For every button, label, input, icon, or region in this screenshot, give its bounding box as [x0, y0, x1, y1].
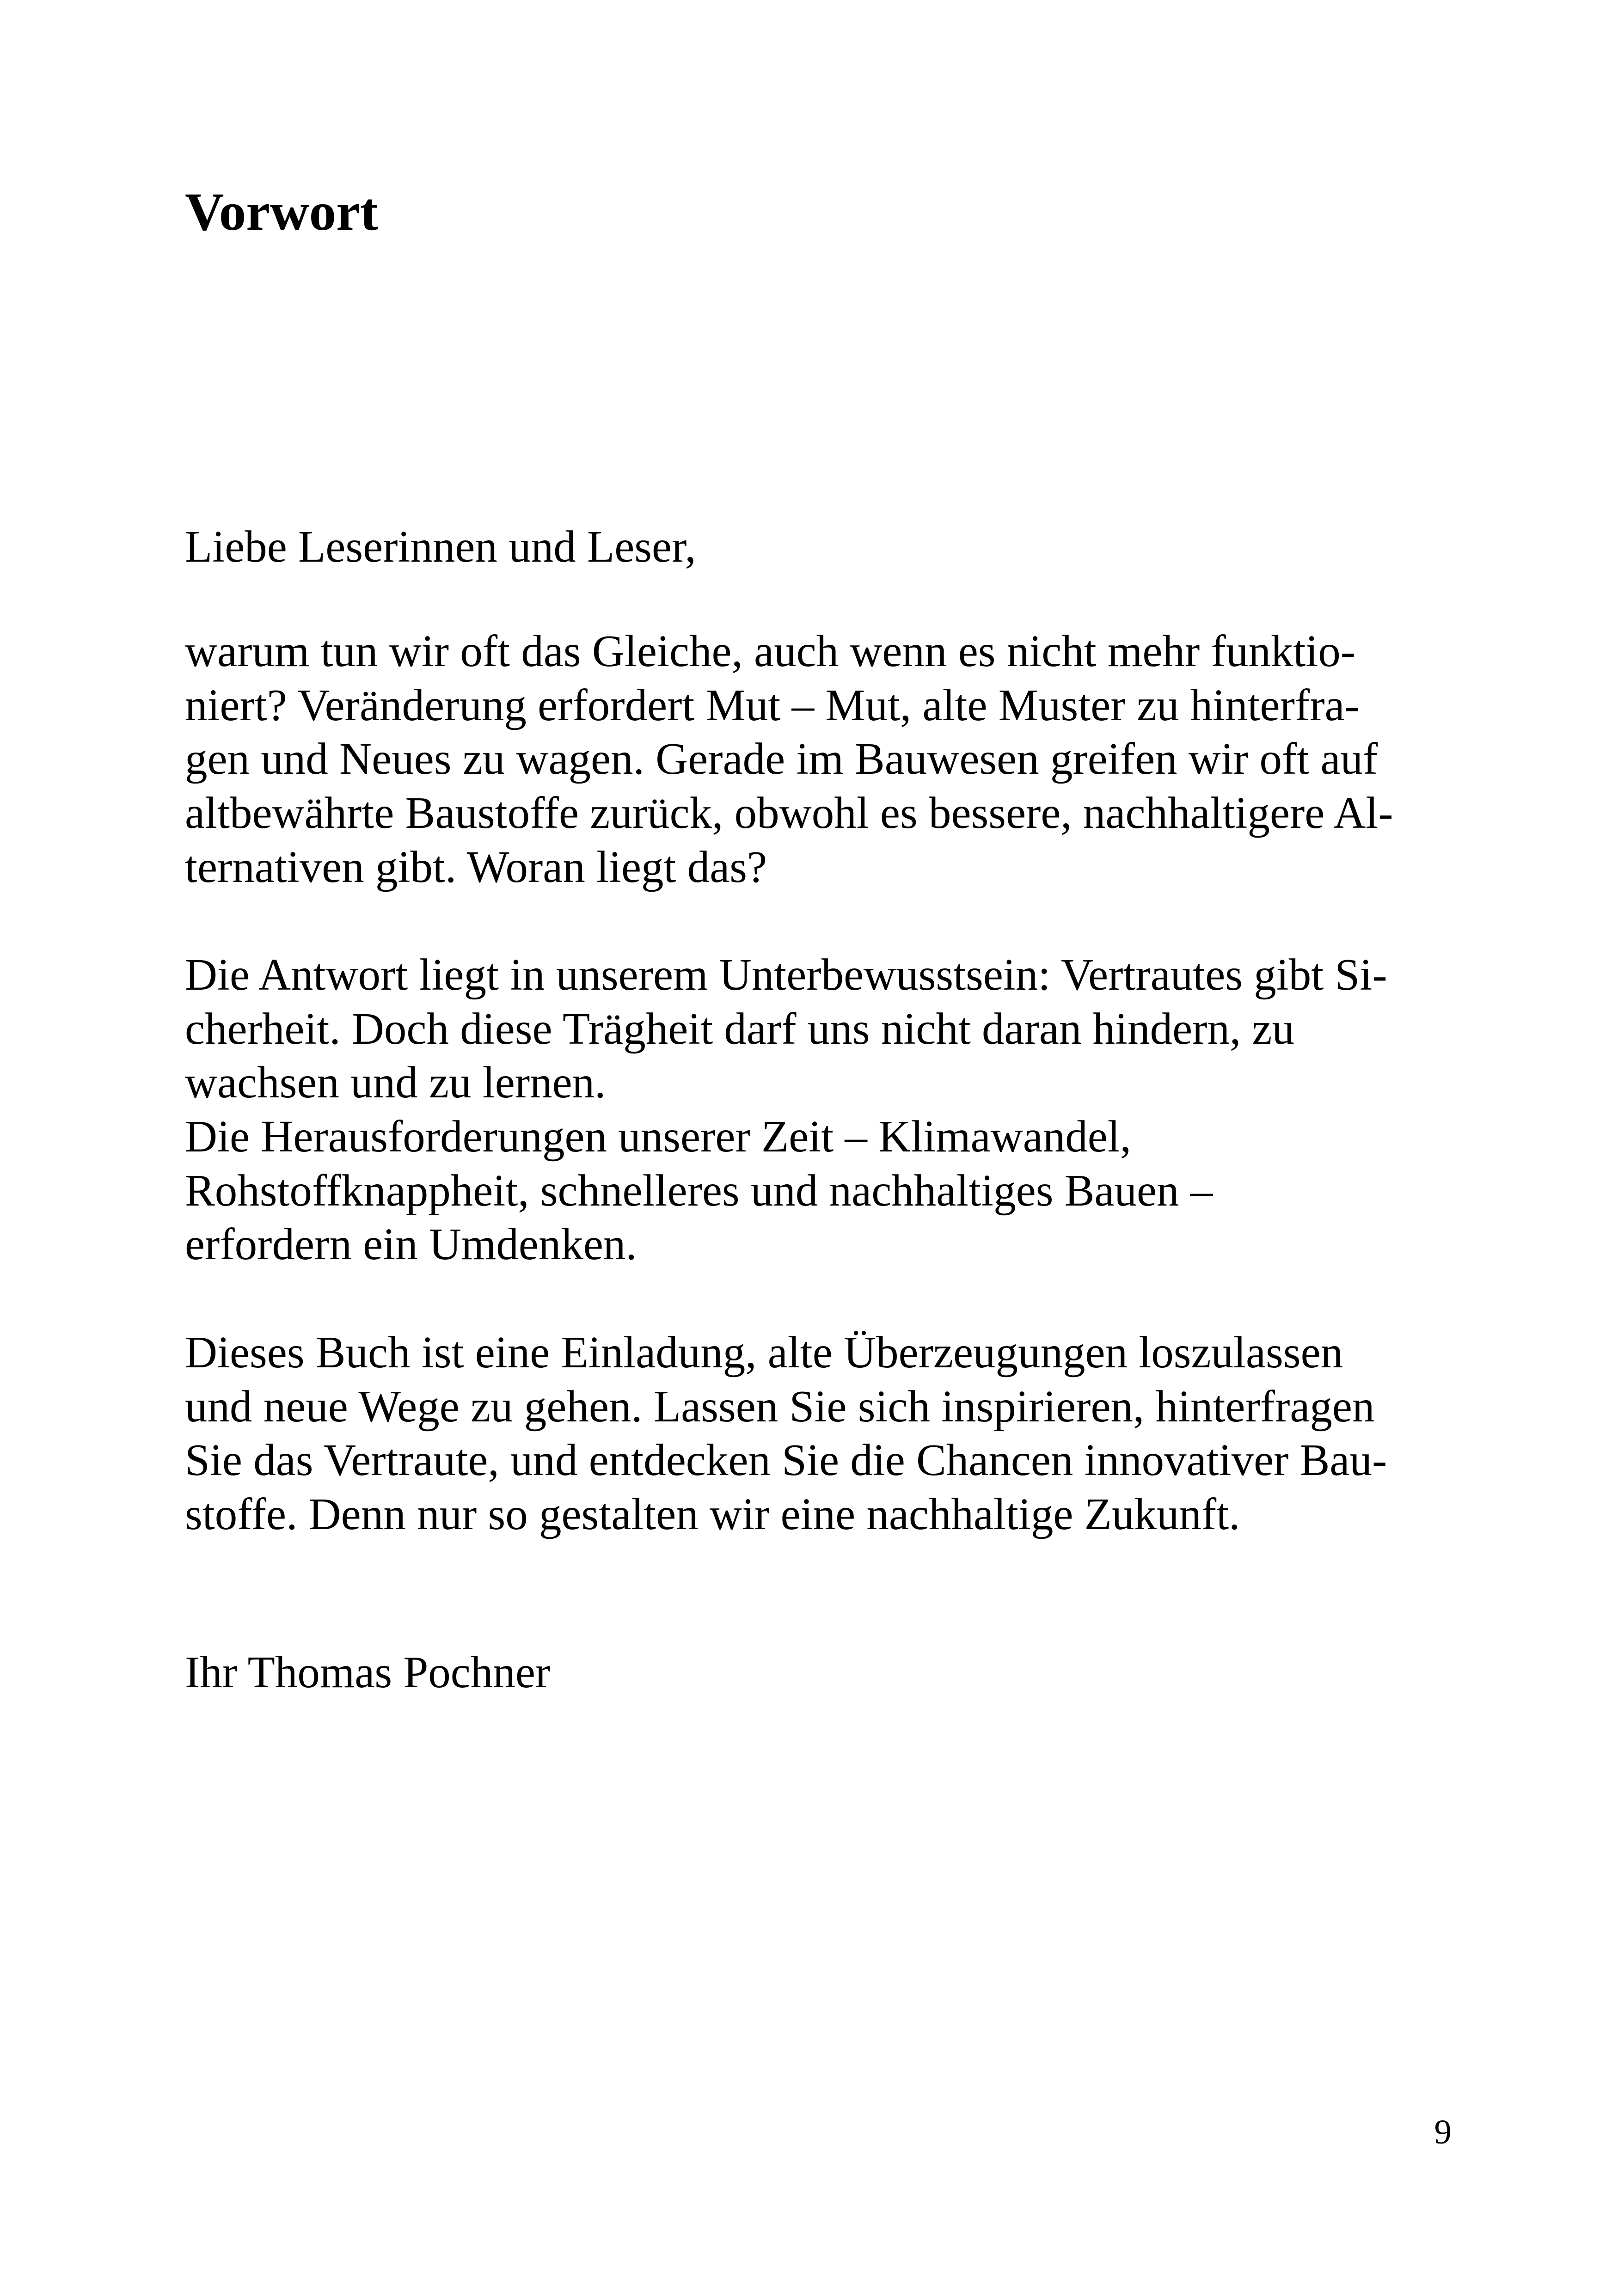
paragraph-line: Rohstoffknappheit, schnelleres und nachhaltiges Bauen – — [185, 1165, 1213, 1215]
paragraph-line: stoffe. Denn nur so gestalten wir eine nachhaltige Zukunft. — [185, 1489, 1240, 1539]
paragraph-3 — [185, 1326, 1479, 1542]
signature — [185, 1646, 1479, 1700]
paragraph-line: ternativen gibt. Woran liegt das? — [185, 842, 767, 892]
paragraph-line: gen und Neues zu wagen. Gerade im Bauwesen greifen wir oft auf — [185, 734, 1378, 784]
paragraph-line: cherheit. Doch diese Trägheit darf uns nicht daran hindern, zu — [185, 1004, 1295, 1053]
paragraph-line: erfordern ein Umdenken. — [185, 1219, 637, 1269]
paragraph-2 — [185, 948, 1479, 1272]
paragraph-line: warum tun wir oft das Gleiche, auch wenn es nicht mehr funktio- — [185, 626, 1356, 676]
paragraph-line: Die Antwort liegt in unserem Unterbewusstsein: Vertrautes gibt Si- — [185, 950, 1387, 999]
paragraph-1 — [185, 625, 1479, 894]
paragraph-line: wachsen und zu lernen. — [185, 1058, 606, 1108]
salutation — [185, 520, 1479, 574]
paragraph-line: Die Herausforderungen unserer Zeit – Klimawandel, — [185, 1112, 1131, 1162]
paragraph-line: Sie das Vertraute, und entdecken Sie die Chancen innovativer Bau- — [185, 1435, 1387, 1485]
paragraph-line: Dieses Buch ist eine Einladung, alte Überzeugungen loszulassen — [185, 1328, 1343, 1377]
paragraph-line: und neue Wege zu gehen. Lassen Sie sich inspirieren, hinterfragen — [185, 1381, 1375, 1431]
page-title: Vorwort — [185, 182, 379, 242]
salutation-line: Liebe Leserinnen und Leser, — [185, 522, 696, 571]
page-number: 9 — [1434, 2113, 1452, 2151]
signature-line: Ihr Thomas Pochner — [185, 1647, 551, 1697]
paragraph-line: niert? Veränderung erfordert Mut – Mut, alte Muster zu hinterfra- — [185, 680, 1360, 730]
paragraph-line: altbewährte Baustoffe zurück, obwohl es bessere, nachhaltigere Al- — [185, 788, 1393, 838]
